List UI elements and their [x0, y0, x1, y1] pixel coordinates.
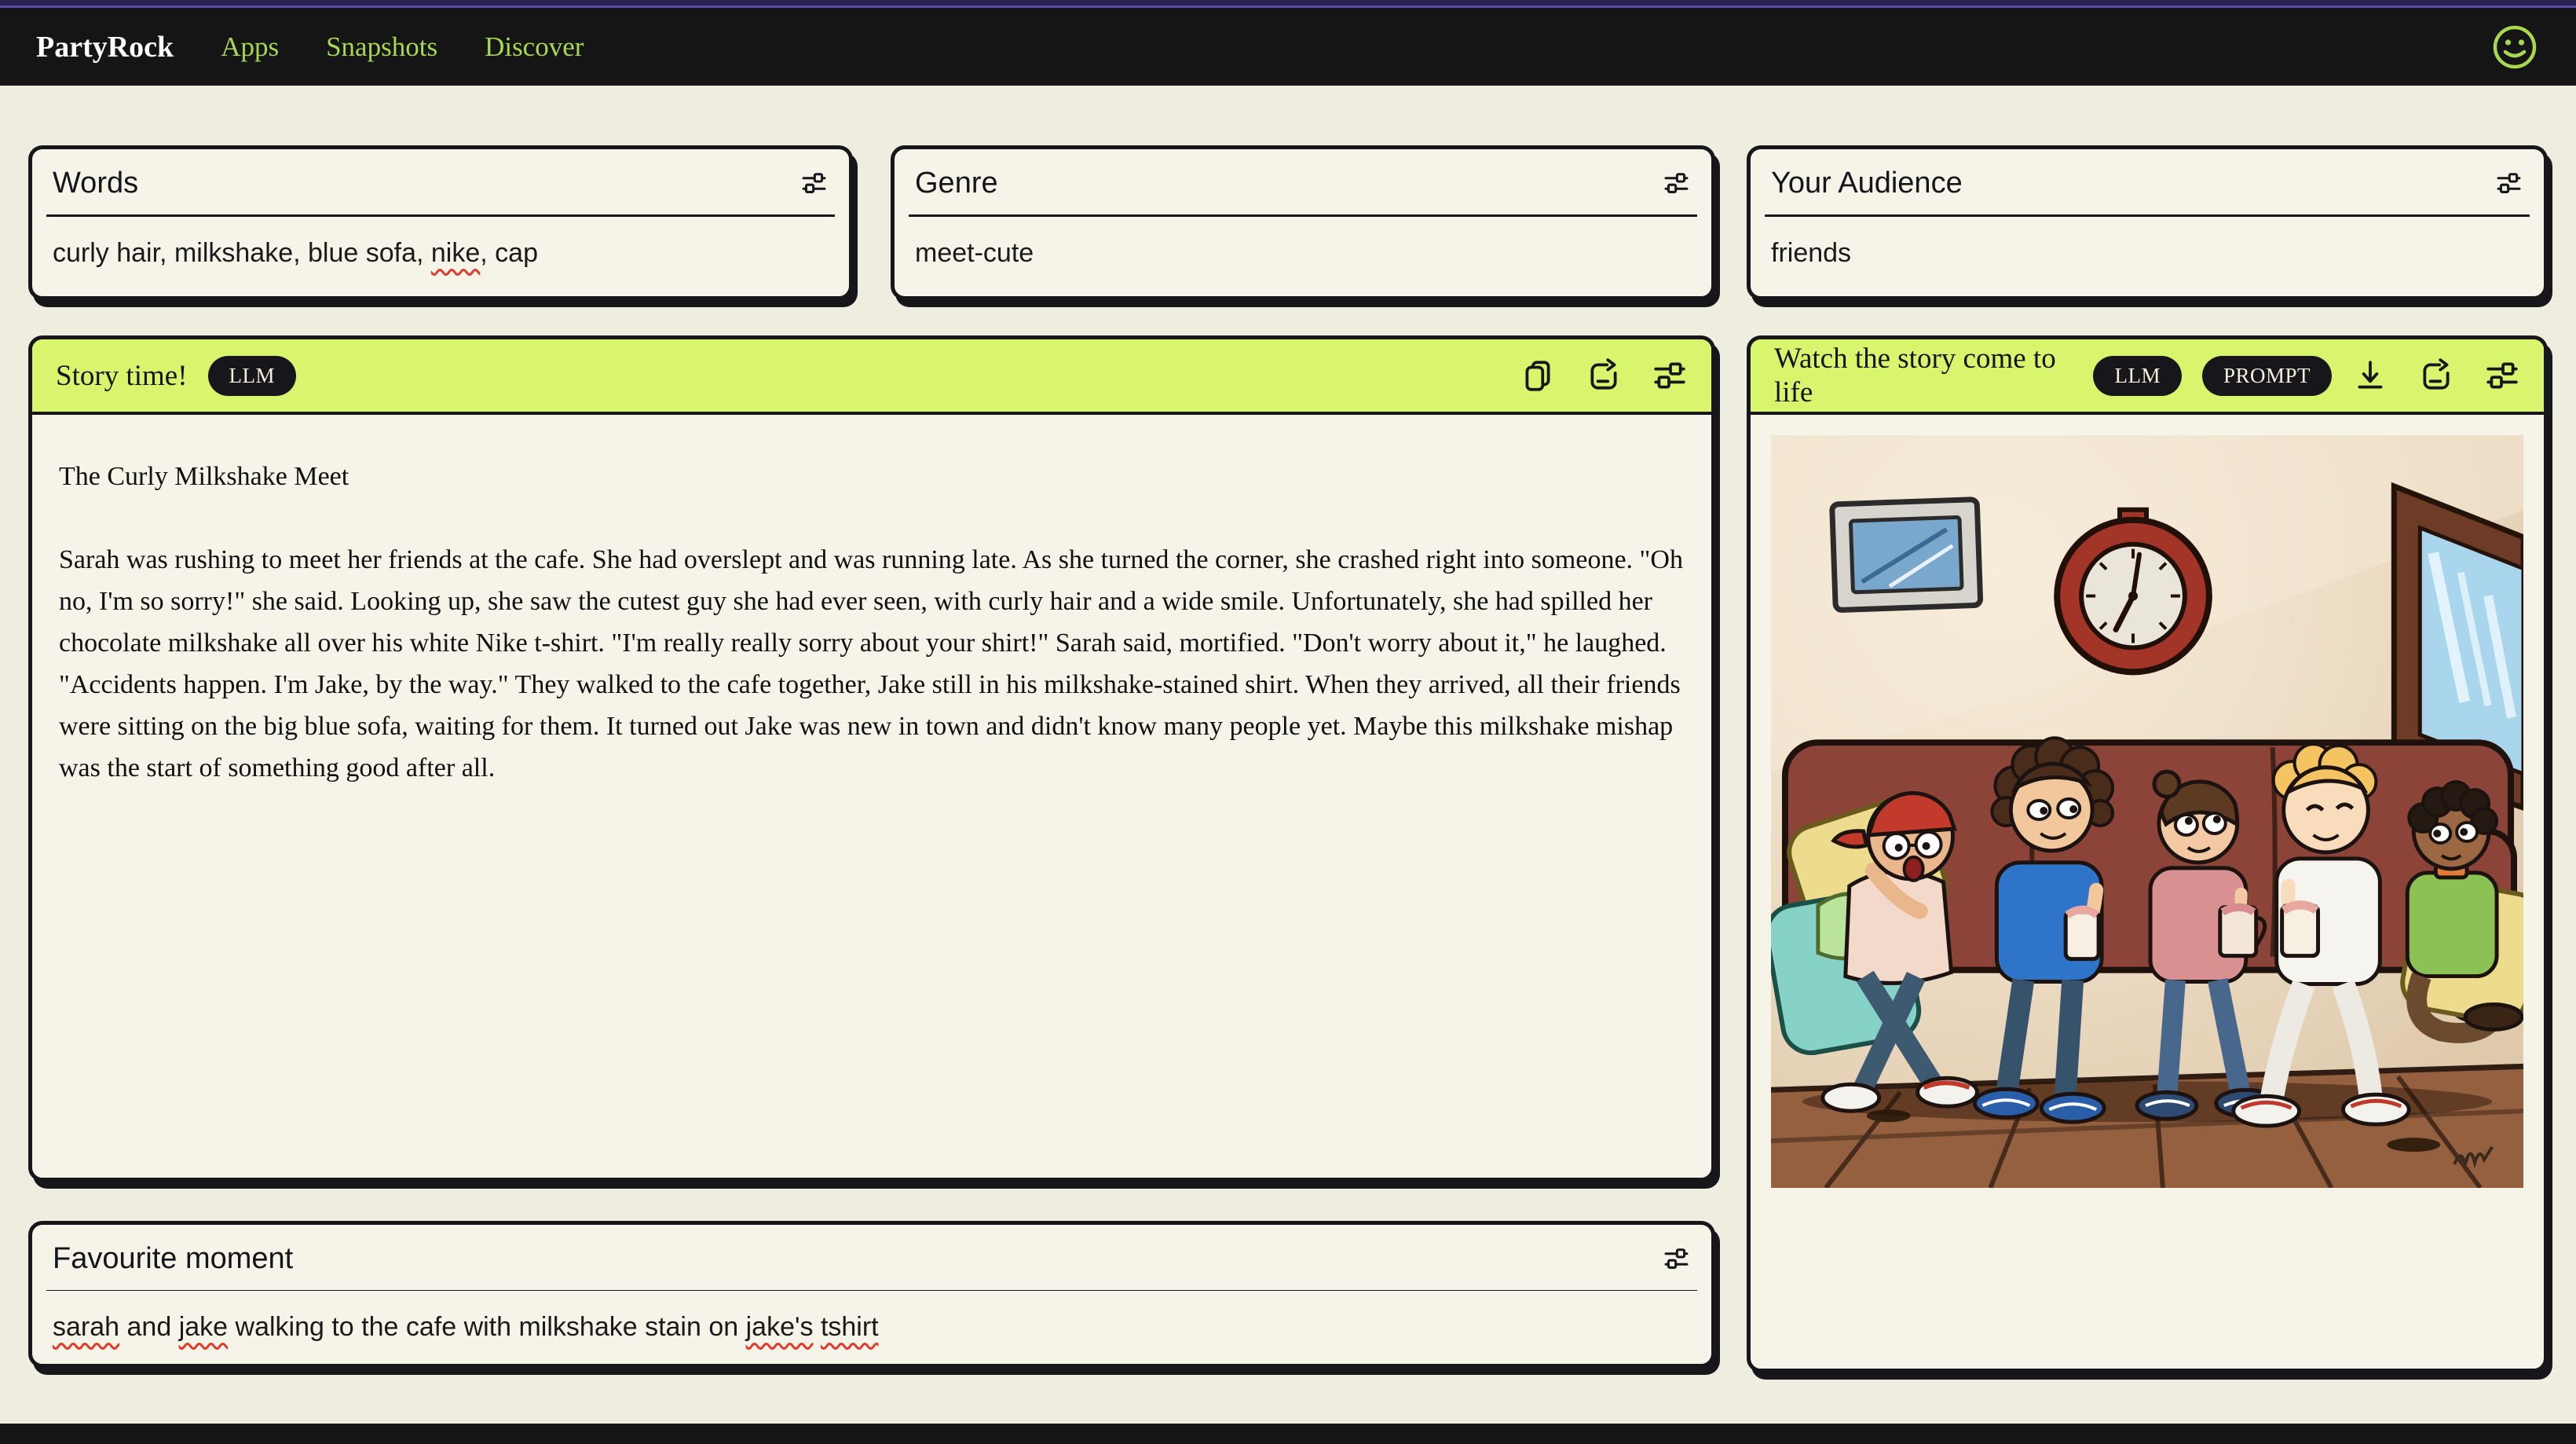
retry-icon[interactable] [2418, 357, 2454, 394]
prompt-badge: PROMPT [2202, 356, 2332, 396]
widget-favourite-moment [28, 1221, 1715, 1368]
settings-sliders-icon[interactable] [1662, 169, 1691, 198]
navbar [0, 8, 2576, 86]
media-body [1751, 415, 2544, 1208]
settings-sliders-icon[interactable] [2484, 357, 2520, 394]
widget-words [28, 145, 853, 300]
widget-watch-story [1747, 335, 2548, 1373]
story-output-title: The Curly Milkshake Meet [59, 462, 349, 491]
genre-input[interactable]: meet-cute [915, 238, 1034, 268]
settings-sliders-icon[interactable] [1652, 357, 1688, 394]
llm-badge: LLM [2093, 356, 2182, 396]
brand-partyrock[interactable]: PartyRock [36, 30, 174, 64]
footer-bar [0, 1424, 2576, 1444]
widget-your-audience [1747, 145, 2548, 300]
generated-story-image[interactable] [1771, 435, 2523, 1188]
story-output[interactable] [32, 415, 1711, 830]
settings-sliders-icon[interactable] [1662, 1244, 1691, 1274]
audience-input[interactable]: friends [1771, 238, 1852, 268]
media-title-label: Watch the story come to life [1774, 343, 2056, 409]
widget-genre [891, 145, 1715, 300]
left-column [28, 145, 1715, 1368]
widget-words-title: Words [53, 167, 139, 200]
nav-link-snapshots[interactable]: Snapshots [326, 31, 438, 62]
retry-icon[interactable] [1586, 357, 1622, 394]
favourite-title: Favourite moment [53, 1242, 294, 1275]
story-title-label: Story time! [56, 359, 188, 392]
top-purple-strip [0, 0, 2576, 8]
audience-title: Your Audience [1771, 167, 1963, 200]
widget-story-time [28, 335, 1715, 1182]
settings-sliders-icon[interactable] [800, 169, 829, 198]
settings-sliders-icon[interactable] [2494, 169, 2523, 198]
widget-genre-title: Genre [915, 167, 998, 200]
words-input[interactable]: curly hair, milkshake, blue sofa, nike, cap [53, 238, 538, 268]
nav-link-discover[interactable]: Discover [485, 31, 584, 62]
nav-link-apps[interactable]: Apps [221, 31, 280, 62]
favourite-input[interactable]: sarah and jake walking to the cafe with milkshake stain on jake's tshirt [53, 1312, 879, 1342]
story-output-text: Sarah was rushing to meet her friends at the cafe. She had overslept and was running late. As she turned the corner, she crashed right into someone. "Oh no, I'm so sorry!" she said. Looking up, she saw the cutest guy she had ever seen, with curly hair and a wide smile. Unfortunately, she had spilled her chocolate milkshake all over his white Nike t-shirt. "I'm really really sorry about your shirt!" Sarah said, mortified. "Don't worry about it," he laughed. "Accidents happen. I'm Jake, by the way." They walked to the cafe together, Jake still in his milkshake-stained shirt. When they arrived, all their friends were sitting on the big blue sofa, waiting for them. It turned out Jake was new in town and didn't know many people yet. Maybe this milkshake mishap was the start of something good after all. [59, 545, 1683, 782]
smiley-face-icon[interactable] [2490, 22, 2540, 72]
story-header [32, 339, 1711, 415]
media-header [1751, 339, 2544, 415]
app-canvas [0, 86, 2576, 1373]
right-column [1747, 145, 2548, 1373]
copy-icon[interactable] [1520, 357, 1556, 394]
download-icon[interactable] [2352, 357, 2388, 394]
llm-badge: LLM [208, 356, 297, 396]
